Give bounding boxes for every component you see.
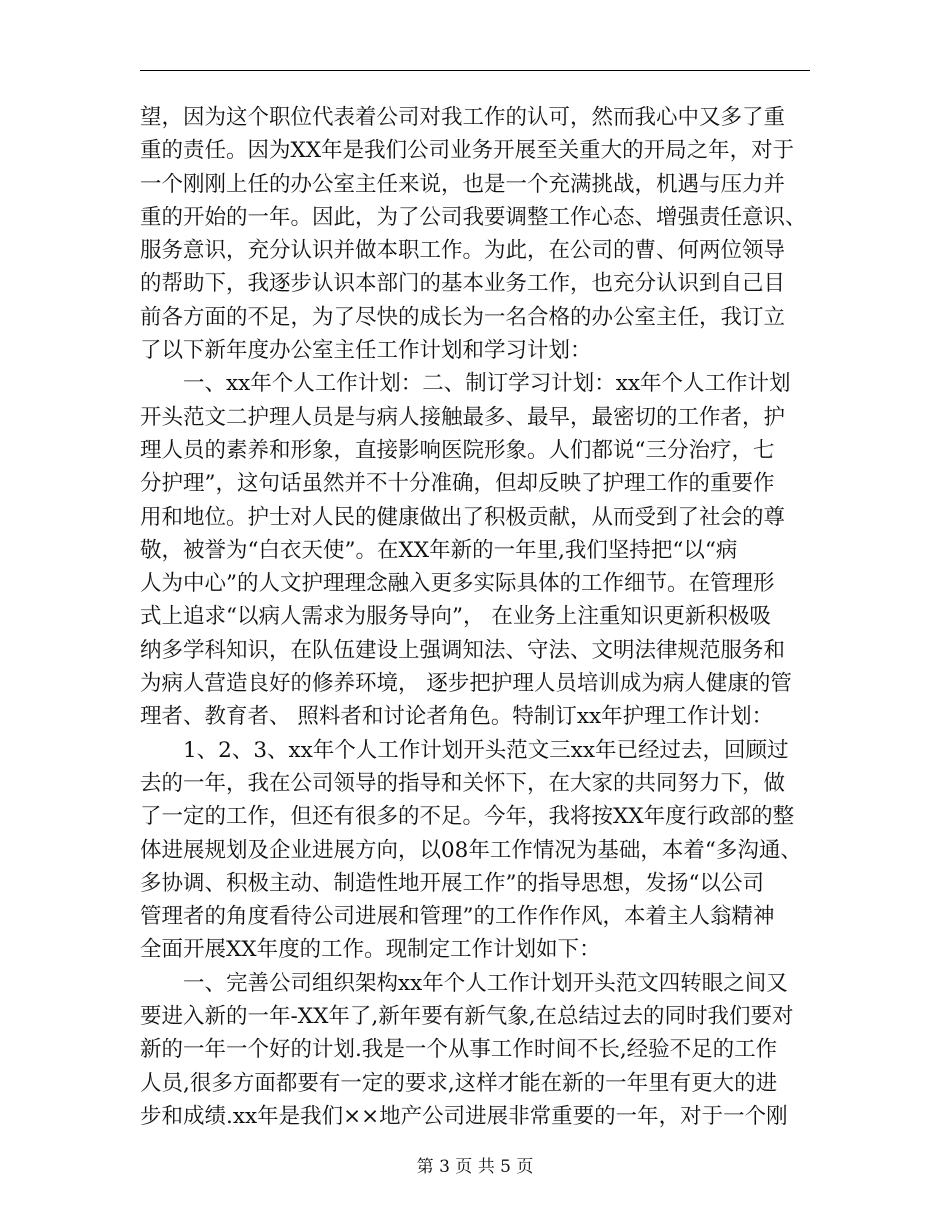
text-line: 一、xx年个人工作计划：二、制订学习计划：xx年个人工作计划 (183, 371, 791, 397)
text-line: 管理者的角度看待公司进展和管理”的工作作作风，本着主人翁精神 (140, 904, 775, 930)
text-line: 1、2、3、xx年个人工作计划开头范文三xx年已经过去，回顾过 (183, 737, 789, 763)
text-line: 理者、教育者、 照料者和讨论者角色。特制订xx年护理工作计划： (140, 704, 774, 730)
text-line: 体进展规划及企业进展方向，以08年工作情况为基础，本着“多沟通、 (140, 837, 802, 863)
text-line: 步和成绩.xx年是我们××地产公司进展非常重要的一年，对于一个刚 (140, 1103, 788, 1129)
text-line: 开头范文二护理人员是与病人接触最多、最早，最密切的工作者，护 (140, 404, 786, 430)
text-line: 去的一年，我在公司领导的指导和关怀下，在大家的共同努力下，做 (140, 770, 786, 796)
text-line: 式上追求“以病人需求为服务导向”， 在业务上注重知识更新积极吸 (140, 604, 771, 630)
text-line: 要进入新的一年-XX年了,新年要有新气象,在总结过去的同时我们要对 (140, 1004, 794, 1030)
text-line: 望，因为这个职位代表着公司对我工作的认可，然而我心中又多了重 (140, 105, 786, 130)
text-line: 用和地位。护士对人民的健康做出了积极贡献，从而受到了社会的尊 (140, 504, 786, 530)
text-line: 了以下新年度办公室主任工作计划和学习计划： (140, 338, 592, 364)
text-line: 理人员的素养和形象，直接影响医院形象。人们都说“三分治疗，七 (140, 437, 775, 463)
text-line: 服务意识，充分认识并做本职工作。为此，在公司的曹、何两位领导 (140, 238, 786, 264)
text-line: 新的一年一个好的计划.我是一个从事工作时间不长,经验不足的工作 (140, 1037, 778, 1063)
text-line: 多协调、积极主动、制造性地开展工作”的指导思想，发扬“以公司 (140, 870, 764, 896)
text-line: 重的开始的一年。因此，为了公司我要调整工作心态、增强责任意识、 (140, 204, 807, 230)
text-line: 人员,很多方面都要有一定的要求,这样才能在新的一年里有更大的进 (140, 1070, 778, 1096)
text-line: 前各方面的不足，为了尽快的成长为一名合格的办公室主任，我订立 (140, 304, 786, 330)
text-line: 纳多学科知识，在队伍建设上强调知法、守法、文明法律规范服务和 (140, 637, 786, 663)
text-line: 人为中心”的人文护理理念融入更多实际具体的工作细节。在管理形 (140, 571, 775, 597)
body-text (140, 101, 812, 1133)
header-rule (140, 70, 810, 71)
text-line: 一、完善公司组织架构xx年个人工作计划开头范文四转眼之间又 (183, 970, 788, 996)
page-number-footer: 第 3 页 共 5 页 (416, 1157, 534, 1177)
text-line: 全面开展XX年度的工作。现制定工作计划如下： (140, 937, 601, 963)
text-line: 了一定的工作，但还有很多的不足。今年，我将按XX年度行政部的整 (140, 804, 795, 830)
text-line: 重的责任。因为XX年是我们公司业务开展至关重大的开局之年，对于 (140, 138, 795, 164)
text-line: 为病人营造良好的修养环境， 逐步把护理人员培训成为病人健康的管 (140, 671, 792, 697)
text-line: 敬，被誉为“白衣天使”。在XX年新的一年里,我们坚持把“以“病 (140, 537, 738, 563)
text-line: 分护理”，这句话虽然并不十分准确，但却反映了护理工作的重要作 (140, 471, 775, 497)
text-line: 的帮助下，我逐步认识本部门的基本业务工作，也充分认识到自己目 (140, 271, 786, 297)
text-line: 一个刚刚上任的办公室主任来说，也是一个充满挑战，机遇与压力并 (140, 171, 786, 197)
